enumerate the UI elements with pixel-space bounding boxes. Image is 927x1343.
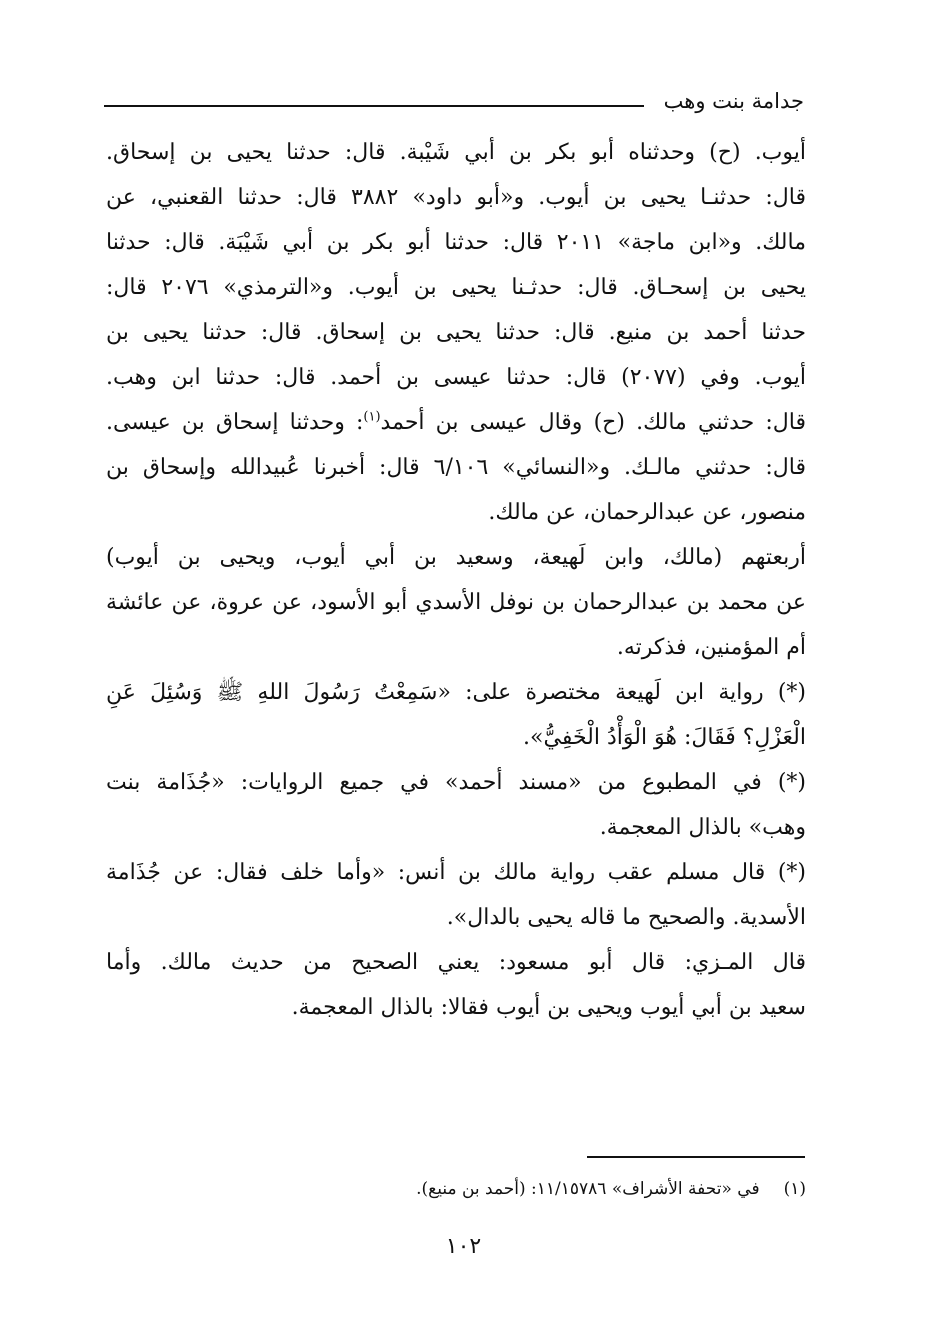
text-line: عن محمد بن عبدالرحمان بن نوفل الأسدي أبو الأسود، عن عروة، عن عائشة <box>106 590 806 615</box>
text-line: (*) رواية ابن لَهيعة مختصرة على: «سَمِعْتُ رَسُولَ اللهِ ﷺ وَسُئِلَ عَنِ <box>106 680 806 705</box>
text-line: الْعَزْلِ؟ فَقَالَ: هُوَ الْوَأْدُ الْخَفِيُّ». <box>523 725 806 750</box>
text-line: أربعتهم (مالك، وابن لَهيعة، وسعيد بن أبي أيوب، ويحيى بن أيوب) <box>106 545 806 570</box>
text-line: قال: حدثني مالـك. و«النسائي» ٦/١٠٦ قال: أخبرنا عُبيدالله وإسحاق بن <box>106 455 806 480</box>
text-line: مالك. و«ابن ماجة» ٢٠١١ قال: حدثنا أبو بكر بن أبي شَيْبَة. قال: حدثنا <box>106 230 806 255</box>
page-header <box>104 86 804 120</box>
text-line: منصور، عن عبدالرحمان، عن مالك. <box>488 500 806 525</box>
footnote-separator <box>587 1156 805 1158</box>
text-line: الأسدية. والصحيح ما قاله يحيى بالدال». <box>446 905 806 930</box>
text-line-with-footnote: قال: حدثني مالك. (ح) وقال عيسى بن أحمد$^{(١)}$: وحدثنا إسحاق بن عيسى. <box>106 409 806 435</box>
header-rule <box>104 105 644 107</box>
text-segment: قال: حدثني مالك. (ح) وقال عيسى بن أحمد <box>380 410 806 435</box>
footnote-marker: (١) <box>783 1179 806 1199</box>
text-line: (*) في المطبوع من «مسند أحمد» في جميع الروايات: «جُذَامة بنت <box>106 770 806 795</box>
page-number: ١٠٢ <box>445 1234 482 1259</box>
text-line: أم المؤمنين، فذكرته. <box>616 635 806 660</box>
text-line: قال المـزي: قال أبو مسعود: يعني الصحيح من حديث مالك. وأما <box>106 950 806 975</box>
text-line: (*) قال مسلم عقب رواية مالك بن أنس: «وأما خلف فقال: عن جُذَامة <box>106 860 806 885</box>
footnote <box>106 1175 806 1203</box>
text-line: سعيد بن أبي أيوب ويحيى بن أيوب فقالا: بالذال المعجمة. <box>291 995 806 1020</box>
text-line: أيوب. (ح) وحدثناه أبو بكر بن أبي شَيْبة. قال: حدثنا يحيى بن إسحاق. <box>106 140 806 165</box>
text-line: يحيى بن إسحـاق. قال: حدثـنا يحيى بن أيوب. و«الترمذي» ٢٠٧٦ قال: <box>106 275 806 300</box>
footnote-reference[interactable]: (١) <box>363 409 381 425</box>
text-segment: وحدثنا إسحاق بن عيسى. <box>106 410 345 435</box>
text-line: حدثنا أحمد بن منيع. قال: حدثنا يحيى بن إسحاق. قال: حدثنا يحيى بن <box>106 320 806 345</box>
footnote-text: في «تحفة الأشراف» ١١/١٥٧٨٦: (أحمد بن منيع). <box>416 1179 760 1199</box>
text-line: وهب» بالذال المعجمة. <box>599 815 806 840</box>
text-line: قال: حدثنـا يحيى بن أيوب. و«أبو داود» ٣٨٨٢ قال: حدثنا القعنبي، عن <box>106 185 806 210</box>
main-text <box>106 130 806 1030</box>
text-line: أيوب. وفي (٢٠٧٧) قال: حدثنا عيسى بن أحمد. قال: حدثنا ابن وهب. <box>106 365 806 390</box>
running-title: جدامة بنت وهب <box>663 89 804 113</box>
